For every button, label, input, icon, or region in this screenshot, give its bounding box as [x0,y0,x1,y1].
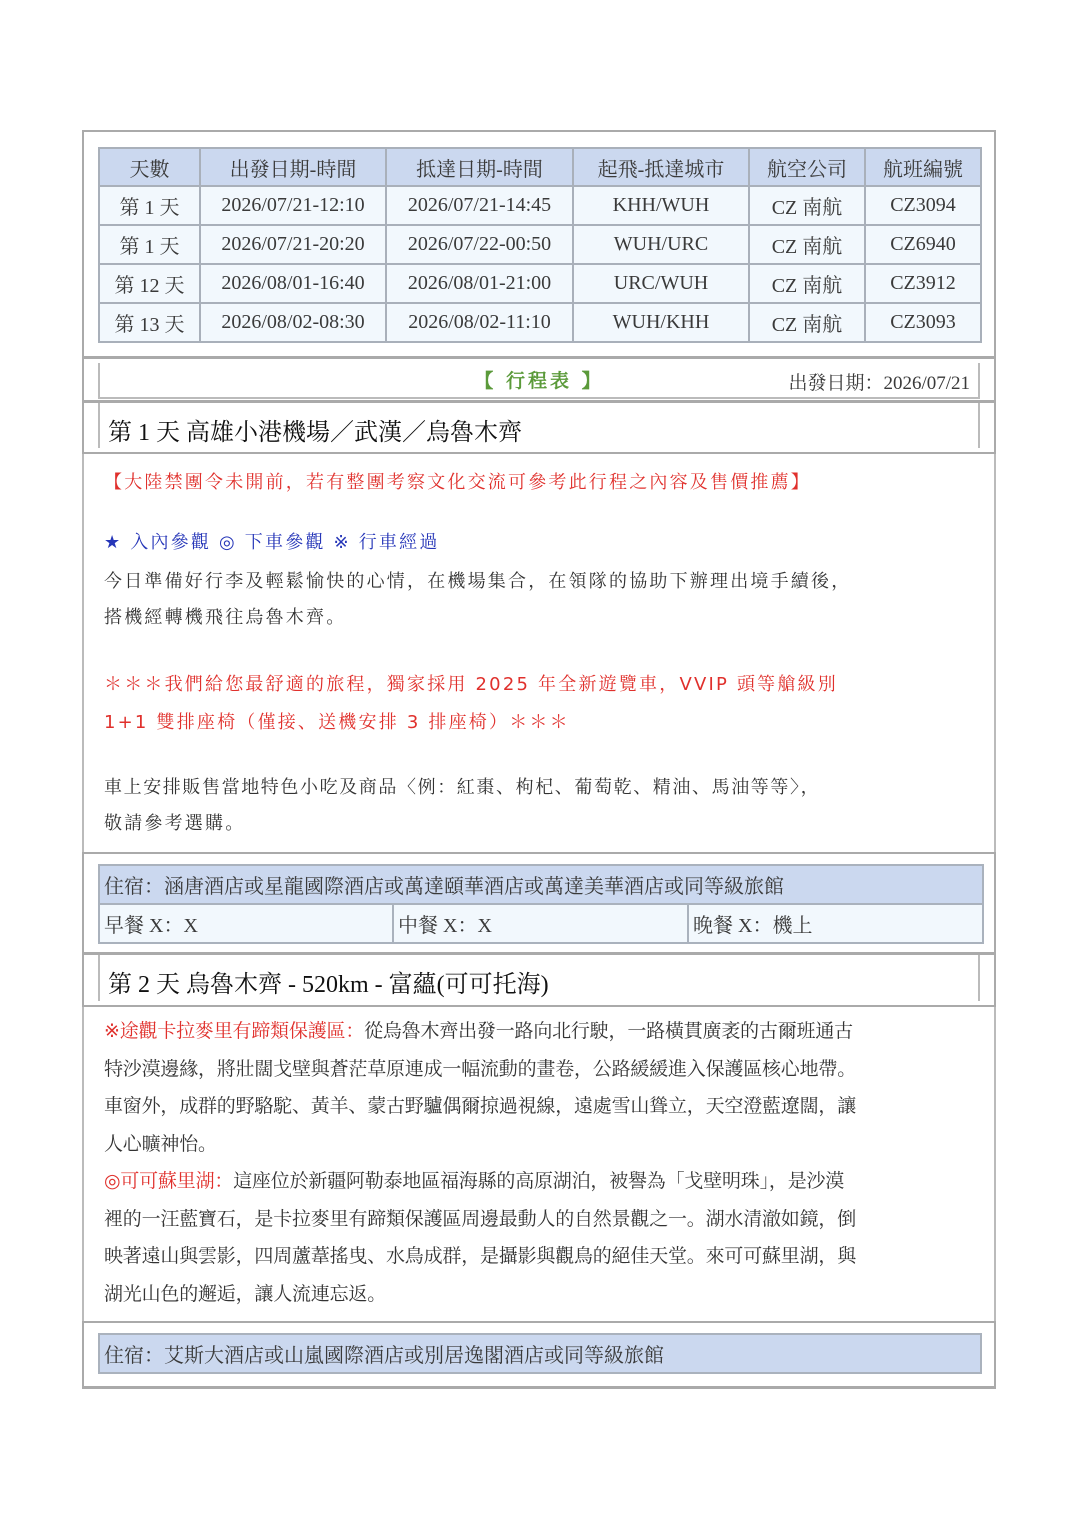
day-2-paragraph-line: 車窗外，成群的野駱駝、黃羊、蒙古野驢偶爾掠過視線，遠處雪山聳立，天空澄藍遼闊，讓 [104,1095,857,1117]
cell-airline: CZ 南航 [749,186,865,225]
dinner-info: 晚餐 X：機上 [688,904,983,943]
table-row [99,303,981,342]
day-1-hotel-meals [82,852,996,955]
cell-day: 第 12 天 [99,264,200,303]
day-1-desc-line: 今日準備好行李及輕鬆愉快的心情，在機場集合，在領隊的協助下辦理出境手續後， [104,571,852,592]
cell-departure: 2026/07/21-12:10 [200,186,386,225]
attraction-kalamaili: ※途觀卡拉麥里有蹄類保護區： [104,1020,365,1042]
flight-table [98,147,982,343]
day-2-heading [82,955,996,1007]
day-2-paragraph-line: 人心曠神怡。 [104,1132,217,1155]
cell-airline: CZ 南航 [749,264,865,303]
hotel-row [99,865,983,904]
cell-arrival: 2026/08/01-21:00 [386,264,573,303]
hotel-info: 住宿：艾斯大酒店或山嵐國際酒店或別居逸閣酒店或同等級旅館 [99,1334,981,1373]
cell-arrival: 2026/07/21-14:45 [386,186,573,225]
cell-route: WUH/URC [573,225,749,264]
day-2-paragraph [104,1163,974,1201]
meal-row [99,904,983,943]
day-2-content [82,1007,996,1321]
table-row [99,186,981,225]
day-2-heading-frame [98,955,980,1001]
cell-departure: 2026/07/21-20:20 [200,225,386,264]
day-1-content [82,454,996,852]
cell-arrival: 2026/08/02-11:10 [386,303,573,342]
cell-airline: CZ 南航 [749,225,865,264]
day-2-title: 第 2 天 烏魯木齊 - 520km - 富蘊(可可托海) [108,972,549,998]
flight-info-box [82,130,996,359]
header-flight-no: 航班編號 [865,148,981,186]
header-route: 起飛-抵達城市 [573,148,749,186]
sales-line: 車上安排販售當地特色小吃及商品〈例：紅棗、枸杞、葡萄乾、精油、馬油等等〉， [104,777,821,798]
cell-flight-no: CZ3912 [865,264,981,303]
table-row [99,225,981,264]
cell-departure: 2026/08/02-08:30 [200,303,386,342]
day-1-heading [82,403,996,454]
paragraph-text: 這座位於新疆阿勒泰地區福海縣的高原湖泊，被譽為「戈壁明珠」，是沙漠 [233,1170,845,1192]
header-day: 天數 [99,148,200,186]
cell-route: KHH/WUH [573,186,749,225]
hotel-row [99,1334,981,1373]
hotel-table [98,1333,982,1374]
day-2-paragraph [104,1013,974,1051]
itinerary-header [82,359,996,403]
breakfast-info: 早餐 X：X [99,904,393,943]
hotel-info: 住宿：涵唐酒店或星龍國際酒店或萬達頤華酒店或萬達美華酒店或同等級旅館 [99,865,983,904]
cell-route: URC/WUH [573,264,749,303]
paragraph-text: 從烏魯木齊出發一路向北行駛，一路橫貫廣袤的古爾班通古 [364,1020,853,1042]
cell-day: 第 1 天 [99,186,200,225]
departure-date: 出發日期：2026/07/21 [788,373,970,394]
attraction-kekesuli-lake: ◎可可蘇里湖： [104,1170,234,1192]
day-2-paragraph-line: 裡的一汪藍寶石，是卡拉麥里有蹄類保護區周邊最動人的自然景觀之一。湖水清澈如鏡，倒 [104,1207,857,1230]
cell-day: 第 1 天 [99,225,200,264]
itinerary-title: 【 行程表 】 [474,370,604,392]
day-1-desc-line: 搭機經轉機飛往烏魯木齊。 [104,607,347,628]
promo-line: ＊＊＊我們給您最舒適的旅程，獨家採用 2025 年全新遊覽車，VVIP 頭等艙級別 [104,674,838,695]
header-airline: 航空公司 [749,148,865,186]
table-row [99,264,981,303]
lunch-info: 中餐 X：X [393,904,688,943]
cell-day: 第 13 天 [99,303,200,342]
day-1-heading-frame [98,403,980,448]
day-1-title: 第 1 天 高雄小港機場／武漢／烏魯木齊 [108,420,522,446]
day-2-paragraph-line: 湖光山色的邂逅，讓人流連忘返。 [104,1282,387,1305]
cell-flight-no: CZ3094 [865,186,981,225]
cell-flight-no: CZ3093 [865,303,981,342]
cell-flight-no: CZ6940 [865,225,981,264]
flight-table-header [99,148,981,186]
cell-airline: CZ 南航 [749,303,865,342]
itinerary-document [82,130,996,1389]
cell-arrival: 2026/07/22-00:50 [386,225,573,264]
hotel-meal-table [98,864,984,944]
cell-route: WUH/KHH [573,303,749,342]
visit-legend: ★ 入內參觀 ◎ 下車參觀 ※ 行車經過 [104,532,440,553]
day-1-notice: 【大陸禁團令未開前，若有整團考察文化交流可參考此行程之內容及售價推薦】 [104,472,811,493]
itinerary-header-frame [98,363,980,399]
day-2-hotel [82,1321,996,1389]
day-2-paragraph-line: 映著遠山與雲影，四周蘆葦搖曳、水鳥成群，是攝影與觀鳥的絕佳天堂。來可可蘇里湖，與 [104,1245,857,1267]
sales-line: 敬請參考選購。 [104,813,246,834]
promo-line: 1+1 雙排座椅（僅接、送機安排 3 排座椅）＊＊＊ [104,712,570,733]
header-departure: 出發日期-時間 [200,148,386,186]
day-2-paragraph-line: 特沙漠邊緣，將壯闊戈壁與蒼茫草原連成一幅流動的畫卷，公路緩緩進入保護區核心地帶。 [104,1057,857,1080]
header-arrival: 抵達日期-時間 [386,148,573,186]
cell-departure: 2026/08/01-16:40 [200,264,386,303]
